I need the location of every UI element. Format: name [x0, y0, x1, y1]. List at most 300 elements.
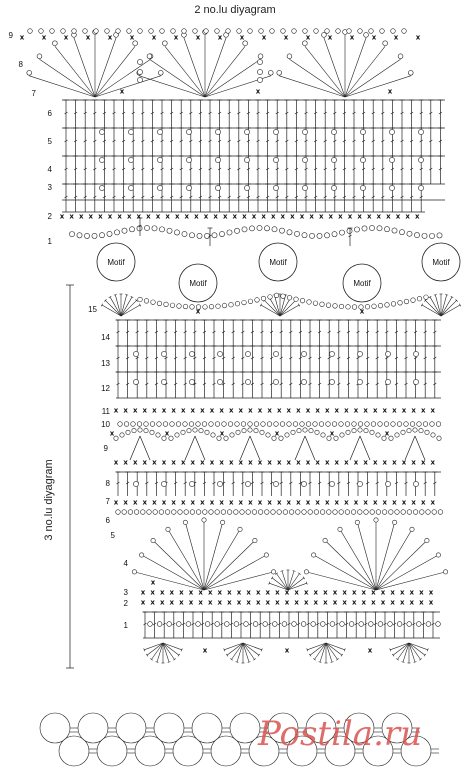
motif-label: Motif — [269, 258, 287, 267]
chain-stitch — [199, 428, 203, 432]
chain-stitch — [365, 304, 370, 309]
chain-stitch — [274, 422, 279, 427]
chain-stitch — [235, 422, 240, 427]
fan-stitch — [398, 643, 409, 659]
chain-stitch — [148, 622, 153, 627]
chain-stitch — [294, 231, 299, 236]
single-crochet: x — [180, 458, 186, 467]
picot-chain — [374, 518, 378, 522]
single-crochet: x — [371, 598, 376, 607]
chain-stitch — [189, 422, 194, 427]
picot-chain — [160, 29, 165, 34]
chain-stitch — [432, 510, 437, 515]
chain-stitch — [418, 157, 423, 162]
picot-chain — [380, 29, 385, 34]
single-crochet: x — [359, 307, 365, 316]
chain-stitch — [280, 422, 285, 427]
row-number: 4 — [123, 559, 128, 568]
single-crochet: x — [409, 598, 415, 607]
chain-stitch — [388, 622, 393, 627]
fan-stitch — [345, 46, 385, 97]
row-number: 10 — [101, 420, 110, 429]
single-crochet: x — [219, 458, 224, 467]
single-crochet: x — [323, 588, 328, 597]
picot-chain — [248, 29, 253, 34]
fan-stitch-top — [434, 294, 437, 295]
chain-stitch — [438, 510, 443, 515]
chain-stitch — [151, 300, 156, 305]
single-crochet: x — [236, 588, 242, 597]
chain-stitch — [211, 433, 215, 437]
single-crochet: x — [63, 33, 69, 42]
row-number: 3 — [123, 588, 128, 597]
picot-chain — [408, 70, 413, 75]
fan-stitch — [376, 522, 395, 590]
single-crochet: x — [332, 598, 338, 607]
single-crochet: x — [284, 598, 290, 607]
chain-stitch — [389, 510, 394, 515]
chain-stitch — [137, 69, 142, 74]
picot-chain — [314, 29, 319, 34]
single-crochet: x — [409, 588, 415, 597]
chain-stitch — [301, 379, 306, 384]
single-crochet: x — [290, 212, 295, 221]
single-crochet: x — [275, 598, 280, 607]
single-crochet: x — [238, 458, 244, 467]
chain-stitch — [358, 510, 363, 515]
chain-stitch — [216, 304, 221, 309]
single-crochet: x — [180, 498, 186, 507]
single-crochet: x — [132, 458, 138, 467]
chain-stitch — [349, 622, 354, 627]
chain-stitch — [317, 233, 322, 238]
single-crochet: x — [123, 406, 128, 415]
chain-stitch — [260, 430, 264, 434]
single-crochet: x — [107, 212, 113, 221]
row-number: 5 — [47, 137, 52, 146]
chain-stitch — [340, 622, 345, 627]
chain-stitch — [159, 510, 164, 515]
chain-stitch — [176, 622, 181, 627]
single-crochet: x — [384, 429, 390, 438]
single-crochet: x — [126, 212, 132, 221]
picot-chain — [193, 29, 198, 34]
single-crochet: x — [334, 406, 340, 415]
picot-chain — [392, 520, 396, 524]
chain-stitch — [378, 303, 383, 308]
single-crochet: x — [88, 212, 94, 221]
single-crochet: x — [228, 406, 234, 415]
chain-stitch — [404, 299, 409, 304]
chain-stitch — [436, 622, 441, 627]
chain-stitch — [236, 430, 240, 434]
chain-stitch — [99, 129, 104, 134]
chain-stitch — [339, 304, 344, 309]
fan-stitch — [163, 643, 174, 659]
fan-stitch-top — [114, 294, 117, 295]
picot-chain — [383, 41, 388, 46]
single-crochet: x — [248, 458, 253, 467]
single-crochet: x — [195, 307, 201, 316]
picot-chain — [281, 29, 286, 34]
fan-stitch — [243, 643, 249, 662]
chain-stitch — [242, 227, 247, 232]
chain-stitch — [326, 303, 331, 308]
chain-stitch — [413, 510, 418, 515]
fan-stitch — [390, 643, 409, 650]
chain-stitch — [420, 510, 425, 515]
fan-stitch — [306, 572, 376, 590]
chain-stitch — [221, 510, 226, 515]
fan-stitch — [95, 38, 116, 97]
single-crochet: x — [113, 458, 119, 467]
chain-stitch — [389, 157, 394, 162]
fan-stitch — [409, 643, 425, 655]
single-crochet: x — [324, 458, 330, 467]
chain-stitch — [189, 481, 194, 486]
fan-stitch — [134, 572, 204, 590]
chain-stitch — [257, 69, 262, 74]
chain-stitch — [196, 422, 201, 427]
chain-stitch — [234, 510, 239, 515]
single-crochet: x — [219, 406, 224, 415]
chain-stitch — [128, 129, 133, 134]
single-crochet: x — [315, 498, 320, 507]
chain-stitch — [264, 226, 269, 231]
single-crochet: x — [392, 406, 397, 415]
chain-stitch — [307, 300, 312, 305]
single-crochet: x — [428, 588, 434, 597]
chain-stitch — [418, 129, 423, 134]
fan-stitch — [205, 46, 245, 97]
single-crochet: x — [296, 406, 301, 415]
picot-chain — [83, 29, 88, 34]
single-crochet: x — [363, 458, 368, 467]
chain-stitch — [369, 225, 374, 230]
chain-stitch — [228, 422, 233, 427]
single-crochet: x — [267, 498, 272, 507]
chain-stitch — [437, 233, 442, 238]
picot-chain — [116, 29, 121, 34]
chain-stitch — [209, 304, 214, 309]
fan-stitch — [320, 643, 326, 662]
single-crochet: x — [190, 458, 196, 467]
chain-stitch — [422, 233, 427, 238]
single-crochet: x — [41, 33, 47, 42]
chain-stitch — [300, 298, 305, 303]
chain-stitch — [244, 185, 249, 190]
single-crochet: x — [188, 588, 194, 597]
chain-stitch — [329, 379, 334, 384]
chain-stitch — [248, 428, 252, 432]
chain-stitch — [227, 230, 232, 235]
picot-chain — [139, 553, 143, 557]
row-number: 12 — [101, 384, 110, 393]
chain-stitch — [161, 379, 166, 384]
chain-stitch — [331, 157, 336, 162]
row-number: 6 — [47, 109, 52, 118]
chain-stitch — [245, 379, 250, 384]
fan-stitch — [150, 541, 204, 590]
picot-chain — [258, 54, 263, 59]
single-crochet: x — [367, 646, 373, 655]
chain-stitch — [293, 422, 298, 427]
single-crochet: x — [390, 588, 395, 597]
fan-stitch-top — [150, 659, 152, 661]
chain-stitch — [92, 233, 97, 238]
chain-stitch — [144, 428, 148, 432]
single-crochet: x — [165, 212, 170, 221]
chain-stitch — [425, 430, 429, 434]
picot-chain — [336, 29, 341, 34]
chain-stitch — [144, 422, 149, 427]
chain-stitch — [327, 510, 332, 515]
single-crochet: x — [150, 598, 155, 607]
fan-stitch — [310, 643, 326, 655]
single-crochet: x — [171, 458, 176, 467]
single-crochet: x — [372, 498, 378, 507]
chain-stitch — [331, 185, 336, 190]
row-number: 8 — [18, 60, 23, 69]
single-crochet: x — [414, 212, 420, 221]
chain-stitch — [120, 433, 124, 437]
chain-stitch — [302, 510, 307, 515]
chain-stitch — [291, 430, 295, 434]
chain-stitch — [426, 510, 431, 515]
single-crochet: x — [286, 406, 292, 415]
chain-stitch — [114, 230, 119, 235]
single-crochet: x — [401, 458, 407, 467]
single-crochet: x — [334, 498, 340, 507]
chain-stitch — [302, 185, 307, 190]
fan-stitch — [185, 522, 204, 590]
single-crochet: x — [207, 598, 213, 607]
chain-stitch — [219, 231, 224, 236]
chain-stitch — [189, 351, 194, 356]
chain-stitch — [157, 622, 162, 627]
chain-stitch — [385, 379, 390, 384]
single-crochet: x — [328, 212, 334, 221]
single-crochet: x — [200, 406, 205, 415]
chain-stitch — [234, 228, 239, 233]
single-crochet: x — [255, 598, 261, 607]
single-crochet: x — [405, 212, 410, 221]
chain-stitch — [186, 157, 191, 162]
chain-stitch — [302, 157, 307, 162]
picot-chain — [133, 41, 138, 46]
fan-stitch — [227, 643, 243, 655]
chain-stitch — [153, 510, 158, 515]
single-crochet: x — [171, 406, 176, 415]
chain-stitch — [205, 430, 209, 434]
single-crochet: x — [318, 212, 324, 221]
chain-stitch — [257, 225, 262, 230]
single-crochet: x — [296, 458, 301, 467]
chain-stitch — [159, 227, 164, 232]
picot-chain — [132, 570, 136, 574]
chain-stitch — [368, 622, 373, 627]
chain-stitch — [248, 299, 253, 304]
chain-stitch — [128, 510, 133, 515]
chain-stitch — [313, 301, 318, 306]
single-crochet: x — [195, 33, 201, 42]
single-crochet: x — [395, 212, 401, 221]
chain-stitch — [423, 422, 428, 427]
chain-stitch — [203, 305, 208, 310]
chain-stitch — [118, 422, 123, 427]
single-crochet: x — [323, 598, 328, 607]
single-crochet: x — [161, 458, 167, 467]
single-crochet: x — [78, 212, 84, 221]
chain-stitch — [138, 428, 142, 432]
fan-stitch — [376, 555, 438, 590]
row-number: 6 — [105, 516, 110, 525]
single-crochet: x — [280, 212, 286, 221]
chain-stitch — [430, 422, 435, 427]
single-crochet: x — [309, 212, 314, 221]
chain-stitch — [99, 157, 104, 162]
chain-stitch — [163, 422, 168, 427]
single-crochet: x — [59, 212, 65, 221]
chain-stitch — [414, 232, 419, 237]
chain-stitch — [137, 59, 142, 64]
chain-stitch — [315, 430, 319, 434]
chain-stitch — [301, 622, 306, 627]
chain-stitch — [436, 422, 441, 427]
motif-label: Motif — [189, 279, 207, 288]
picot-chain — [358, 29, 363, 34]
single-crochet: x — [198, 598, 203, 607]
single-crochet: x — [213, 212, 218, 221]
chain-stitch — [279, 228, 284, 233]
chain-stitch — [157, 129, 162, 134]
single-crochet: x — [419, 598, 424, 607]
chain-stitch — [129, 227, 134, 232]
chain-stitch — [209, 422, 214, 427]
single-crochet: x — [349, 33, 355, 42]
picot-chain — [402, 29, 407, 34]
fan-stitch — [325, 541, 376, 590]
picot-chain — [364, 32, 369, 37]
chain-stitch — [138, 297, 143, 302]
row-number: 13 — [101, 359, 110, 368]
chain-stitch — [300, 422, 305, 427]
chain-stitch — [174, 230, 179, 235]
single-crochet: x — [232, 212, 238, 221]
single-crochet: x — [203, 212, 209, 221]
chain-stitch — [413, 379, 418, 384]
chain-stitch — [395, 510, 400, 515]
chain-stitch — [133, 481, 138, 486]
fan-stitch — [357, 522, 376, 590]
picot-chain — [323, 538, 327, 542]
single-crochet: x — [267, 458, 272, 467]
fan-stitch-top — [396, 659, 398, 661]
row-number: 1 — [47, 237, 52, 246]
fan-stitch — [326, 643, 345, 650]
single-crochet: x — [361, 598, 367, 607]
stitch-line — [405, 436, 415, 460]
chain-stitch — [397, 622, 402, 627]
chain-stitch — [362, 226, 367, 231]
chain-stitch — [311, 622, 316, 627]
fan-stitch — [376, 572, 446, 590]
chain-stitch — [177, 304, 182, 309]
chain-stitch — [429, 233, 434, 238]
single-crochet: x — [420, 458, 426, 467]
chain-stitch — [424, 295, 429, 300]
single-crochet: x — [217, 588, 223, 597]
chain-stitch — [167, 622, 172, 627]
chain-stitch — [417, 422, 422, 427]
chain-stitch — [378, 422, 383, 427]
chain-stitch — [255, 298, 260, 303]
single-crochet: x — [155, 212, 161, 221]
picot-chain — [50, 29, 55, 34]
single-crochet: x — [227, 588, 232, 597]
chain-stitch — [294, 297, 299, 302]
chain-stitch — [197, 233, 202, 238]
fan-stitch-top — [125, 294, 128, 295]
chain-stitch — [157, 157, 162, 162]
single-crochet: x — [371, 588, 376, 597]
chain-stitch — [285, 433, 289, 437]
chain-stitch — [186, 185, 191, 190]
chain-stitch — [303, 428, 307, 432]
row-number: 3 — [47, 183, 52, 192]
picot-chain — [226, 29, 231, 34]
fan-stitch — [232, 643, 243, 659]
chain-stitch — [196, 622, 201, 627]
single-crochet: x — [146, 212, 151, 221]
chain-stitch — [169, 436, 173, 440]
single-crochet: x — [219, 498, 224, 507]
single-crochet: x — [276, 458, 282, 467]
chain-stitch — [254, 422, 259, 427]
chain-stitch — [274, 293, 279, 298]
picot-chain — [410, 527, 414, 531]
stitch-line — [250, 436, 260, 460]
chain-stitch — [273, 379, 278, 384]
chain-stitch — [331, 129, 336, 134]
single-crochet: x — [361, 588, 367, 597]
diagram-3-title: 3 no.lu diyagram — [43, 459, 55, 541]
fan-stitch — [147, 643, 163, 655]
single-crochet: x — [194, 212, 199, 221]
single-crochet: x — [303, 598, 309, 607]
chain-stitch — [320, 510, 325, 515]
chain-stitch — [385, 481, 390, 486]
chain-stitch — [253, 622, 258, 627]
single-crochet: x — [238, 406, 244, 415]
fan-stitch-top — [336, 659, 338, 661]
single-crochet: x — [376, 212, 382, 221]
single-crochet: x — [265, 588, 271, 597]
chain-stitch — [301, 481, 306, 486]
chain-stitch — [133, 379, 138, 384]
fan-stitch — [205, 38, 226, 97]
chain-stitch — [187, 428, 191, 432]
chain-stitch — [157, 301, 162, 306]
fan-stitch — [39, 59, 95, 97]
chain-stitch — [222, 422, 227, 427]
motif-label: Motif — [432, 258, 450, 267]
single-crochet: x — [140, 598, 146, 607]
picot-chain — [325, 29, 330, 34]
single-crochet: x — [342, 598, 347, 607]
stitch-line — [140, 436, 150, 460]
chain-stitch — [395, 433, 399, 437]
